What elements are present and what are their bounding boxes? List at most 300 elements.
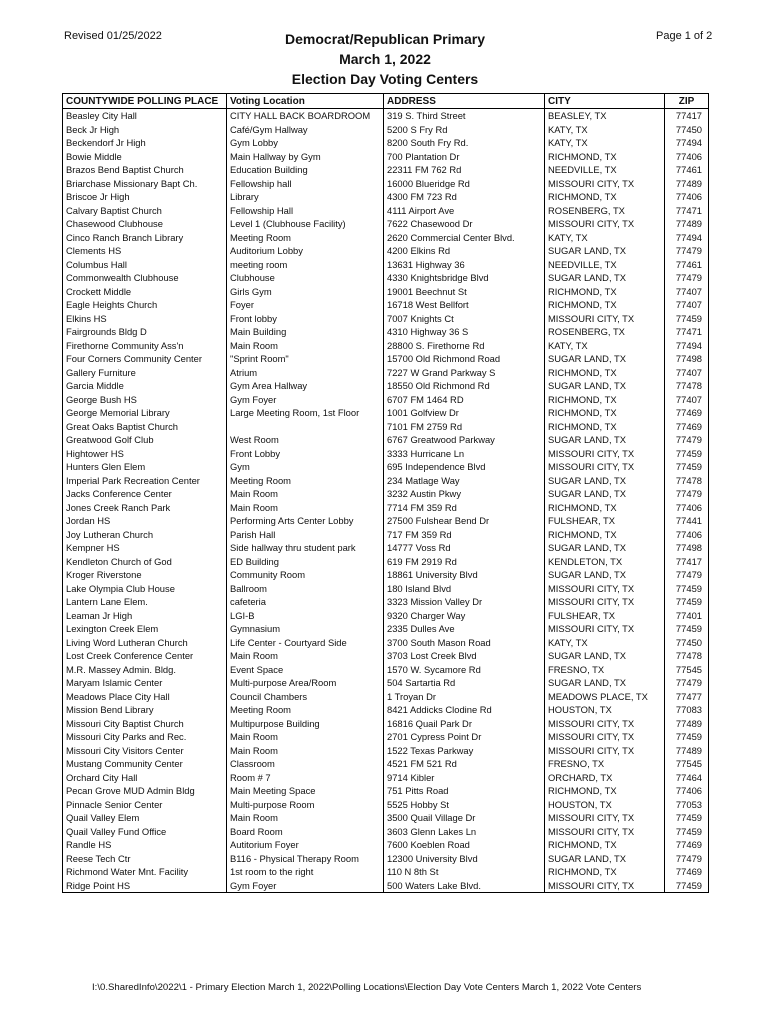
table-row <box>63 163 709 177</box>
city-cell: MISSOURI CITY, TX <box>545 177 665 191</box>
city-cell: MISSOURI CITY, TX <box>545 811 665 825</box>
polling-place-cell: Lake Olympia Club House <box>63 582 227 596</box>
address-cell: 717 FM 359 Rd <box>384 528 545 542</box>
voting-location-cell: Board Room <box>227 825 384 839</box>
table-row <box>63 541 709 555</box>
zip-cell: 77469 <box>665 406 709 420</box>
polling-place-cell: Brazos Bend Baptist Church <box>63 163 227 177</box>
city-cell: SUGAR LAND, TX <box>545 271 665 285</box>
city-cell: BEASLEY, TX <box>545 109 665 123</box>
zip-cell: 77471 <box>665 325 709 339</box>
city-cell: RICHMOND, TX <box>545 838 665 852</box>
polling-place-cell: Clements HS <box>63 244 227 258</box>
zip-cell: 77401 <box>665 609 709 623</box>
zip-cell: 77469 <box>665 838 709 852</box>
voting-location-cell: Classroom <box>227 757 384 771</box>
title-line-3: Election Day Voting Centers <box>291 71 479 87</box>
voting-centers-table <box>62 93 709 893</box>
city-cell: ROSENBERG, TX <box>545 204 665 218</box>
table-row <box>63 838 709 852</box>
voting-location-cell: Fellowship Hall <box>227 204 384 218</box>
table-row <box>63 622 709 636</box>
polling-place-cell: Greatwood Golf Club <box>63 433 227 447</box>
polling-place-cell: Hunters Glen Elem <box>63 460 227 474</box>
polling-place-cell: Kempner HS <box>63 541 227 555</box>
address-cell: 3500 Quail Village Dr <box>384 811 545 825</box>
table-row <box>63 109 709 123</box>
table-row <box>63 325 709 339</box>
zip-cell: 77469 <box>665 420 709 434</box>
polling-place-cell: Lost Creek Conference Center <box>63 649 227 663</box>
polling-place-cell: Briscoe Jr High <box>63 190 227 204</box>
city-cell: FULSHEAR, TX <box>545 609 665 623</box>
voting-location-cell: Gym Foyer <box>227 879 384 893</box>
polling-place-cell: Beck Jr High <box>63 123 227 137</box>
table-row <box>63 676 709 690</box>
address-cell: 6767 Greatwood Parkway <box>384 433 545 447</box>
table-row <box>63 447 709 461</box>
address-cell: 16718 West Bellfort <box>384 298 545 312</box>
city-cell: SUGAR LAND, TX <box>545 433 665 447</box>
polling-place-cell: Meadows Place City Hall <box>63 690 227 704</box>
zip-cell: 77441 <box>665 514 709 528</box>
city-cell: MISSOURI CITY, TX <box>545 595 665 609</box>
zip-cell: 77545 <box>665 663 709 677</box>
zip-cell: 77498 <box>665 352 709 366</box>
zip-cell: 77459 <box>665 447 709 461</box>
address-cell: 1522 Texas Parkway <box>384 744 545 758</box>
table-row <box>63 568 709 582</box>
city-cell: ROSENBERG, TX <box>545 325 665 339</box>
voting-location-cell: Performing Arts Center Lobby <box>227 514 384 528</box>
address-cell: 16816 Quail Park Dr <box>384 717 545 731</box>
polling-place-cell: Pecan Grove MUD Admin Bldg <box>63 784 227 798</box>
table-row <box>63 393 709 407</box>
city-cell: FULSHEAR, TX <box>545 514 665 528</box>
voting-location-cell: Life Center - Courtyard Side <box>227 636 384 650</box>
city-cell: MISSOURI CITY, TX <box>545 879 665 893</box>
address-cell: 8421 Addicks Clodine Rd <box>384 703 545 717</box>
voting-location-cell: Meeting Room <box>227 703 384 717</box>
city-cell: MISSOURI CITY, TX <box>545 460 665 474</box>
address-cell: 4330 Knightsbridge Blvd <box>384 271 545 285</box>
zip-cell: 77459 <box>665 730 709 744</box>
address-cell: 3603 Glenn Lakes Ln <box>384 825 545 839</box>
zip-cell: 77494 <box>665 231 709 245</box>
voting-location-cell: B116 - Physical Therapy Room <box>227 852 384 866</box>
zip-cell: 77478 <box>665 379 709 393</box>
polling-place-cell: Quail Valley Elem <box>63 811 227 825</box>
voting-location-cell: Meeting Room <box>227 231 384 245</box>
voting-location-cell: Main Room <box>227 811 384 825</box>
zip-cell: 77479 <box>665 676 709 690</box>
table-row <box>63 703 709 717</box>
city-cell: SUGAR LAND, TX <box>545 852 665 866</box>
city-cell: MISSOURI CITY, TX <box>545 622 665 636</box>
polling-place-cell: Briarchase Missionary Bapt Ch. <box>63 177 227 191</box>
table-row <box>63 811 709 825</box>
zip-cell: 77450 <box>665 636 709 650</box>
voting-location-cell: Gymnasium <box>227 622 384 636</box>
polling-place-cell: Reese Tech Ctr <box>63 852 227 866</box>
table-row <box>63 636 709 650</box>
table-row <box>63 366 709 380</box>
zip-cell: 77479 <box>665 487 709 501</box>
city-cell: RICHMOND, TX <box>545 501 665 515</box>
table-row <box>63 501 709 515</box>
address-cell: 18550 Old Richmond Rd <box>384 379 545 393</box>
city-cell: SUGAR LAND, TX <box>545 676 665 690</box>
zip-cell: 77545 <box>665 757 709 771</box>
zip-cell: 77053 <box>665 798 709 812</box>
address-cell: 19001 Beechnut St <box>384 285 545 299</box>
address-cell: 700 Plantation Dr <box>384 150 545 164</box>
table-row <box>63 352 709 366</box>
polling-place-cell: George Bush HS <box>63 393 227 407</box>
zip-cell: 77406 <box>665 150 709 164</box>
address-cell: 5200 S Fry Rd <box>384 123 545 137</box>
address-cell: 1001 Golfview Dr <box>384 406 545 420</box>
voting-location-cell: ED Building <box>227 555 384 569</box>
polling-place-cell: Hightower HS <box>63 447 227 461</box>
address-cell: 619 FM 2919 Rd <box>384 555 545 569</box>
voting-location-cell: Girls Gym <box>227 285 384 299</box>
polling-place-cell: Kendleton Church of God <box>63 555 227 569</box>
city-cell: FRESNO, TX <box>545 663 665 677</box>
zip-cell: 77406 <box>665 190 709 204</box>
voting-location-cell: Front Lobby <box>227 447 384 461</box>
city-cell: MEADOWS PLACE, TX <box>545 690 665 704</box>
table-body <box>63 109 709 893</box>
polling-place-cell: Joy Lutheran Church <box>63 528 227 542</box>
city-cell: MISSOURI CITY, TX <box>545 447 665 461</box>
address-cell: 15700 Old Richmond Road <box>384 352 545 366</box>
table-row <box>63 879 709 893</box>
city-cell: MISSOURI CITY, TX <box>545 730 665 744</box>
voting-location-cell: CITY HALL BACK BOARDROOM <box>227 109 384 123</box>
table-row <box>63 298 709 312</box>
address-cell: 28800 S. Firethorne Rd <box>384 339 545 353</box>
voting-location-cell: Large Meeting Room, 1st Floor <box>227 406 384 420</box>
zip-cell: 77478 <box>665 474 709 488</box>
city-cell: KATY, TX <box>545 636 665 650</box>
address-cell: 1 Troyan Dr <box>384 690 545 704</box>
city-cell: SUGAR LAND, TX <box>545 474 665 488</box>
address-cell: 4300 FM 723 Rd <box>384 190 545 204</box>
city-cell: MISSOURI CITY, TX <box>545 312 665 326</box>
polling-place-cell: Missouri City Parks and Rec. <box>63 730 227 744</box>
polling-place-cell: Fairgrounds Bldg D <box>63 325 227 339</box>
zip-cell: 77479 <box>665 271 709 285</box>
city-cell: RICHMOND, TX <box>545 865 665 879</box>
polling-place-cell: Bowie Middle <box>63 150 227 164</box>
address-cell: 9714 Kibler <box>384 771 545 785</box>
voting-location-cell: Event Space <box>227 663 384 677</box>
table-row <box>63 177 709 191</box>
zip-cell: 77406 <box>665 528 709 542</box>
voting-location-cell: Main Room <box>227 649 384 663</box>
voting-location-cell: Auditorium Lobby <box>227 244 384 258</box>
voting-location-cell: Gym <box>227 460 384 474</box>
address-cell: 110 N 8th St <box>384 865 545 879</box>
zip-cell: 77459 <box>665 312 709 326</box>
polling-place-cell: Beasley City Hall <box>63 109 227 123</box>
table-row <box>63 649 709 663</box>
zip-cell: 77459 <box>665 460 709 474</box>
table-row <box>63 123 709 137</box>
zip-cell: 77459 <box>665 582 709 596</box>
polling-place-cell: Garcia Middle <box>63 379 227 393</box>
city-cell: NEEDVILLE, TX <box>545 258 665 272</box>
voting-location-cell: "Sprint Room" <box>227 352 384 366</box>
address-cell: 12300 University Blvd <box>384 852 545 866</box>
table-row <box>63 555 709 569</box>
table-row <box>63 420 709 434</box>
polling-place-cell: Missouri City Baptist Church <box>63 717 227 731</box>
table-row <box>63 690 709 704</box>
zip-cell: 77083 <box>665 703 709 717</box>
voting-location-cell: LGI-B <box>227 609 384 623</box>
table-row <box>63 312 709 326</box>
table-row <box>63 244 709 258</box>
zip-cell: 77498 <box>665 541 709 555</box>
address-cell: 504 Sartartia Rd <box>384 676 545 690</box>
table-row <box>63 865 709 879</box>
table-row <box>63 798 709 812</box>
zip-cell: 77459 <box>665 622 709 636</box>
voting-location-cell: Café/Gym Hallway <box>227 123 384 137</box>
table-row <box>63 190 709 204</box>
polling-place-cell: Jordan HS <box>63 514 227 528</box>
polling-place-cell: M.R. Massey Admin. Bldg. <box>63 663 227 677</box>
voting-location-cell: Main Room <box>227 487 384 501</box>
table-row <box>63 771 709 785</box>
city-cell: KATY, TX <box>545 231 665 245</box>
zip-cell: 77406 <box>665 501 709 515</box>
polling-place-cell: Crockett Middle <box>63 285 227 299</box>
polling-place-cell: Quail Valley Fund Office <box>63 825 227 839</box>
address-cell: 5525 Hobby St <box>384 798 545 812</box>
table-row <box>63 136 709 150</box>
address-cell: 3232 Austin Pkwy <box>384 487 545 501</box>
polling-place-cell: Pinnacle Senior Center <box>63 798 227 812</box>
zip-cell: 77417 <box>665 109 709 123</box>
voting-location-cell <box>227 420 384 434</box>
city-cell: SUGAR LAND, TX <box>545 541 665 555</box>
city-cell: SUGAR LAND, TX <box>545 244 665 258</box>
table-row <box>63 717 709 731</box>
voting-location-cell: Side hallway thru student park <box>227 541 384 555</box>
title-line-1: Democrat/Republican Primary <box>285 31 485 47</box>
address-cell: 27500 Fulshear Bend Dr <box>384 514 545 528</box>
city-cell: MISSOURI CITY, TX <box>545 217 665 231</box>
polling-place-cell: Kroger Riverstone <box>63 568 227 582</box>
table-row <box>63 231 709 245</box>
address-cell: 3700 South Mason Road <box>384 636 545 650</box>
zip-cell: 77459 <box>665 595 709 609</box>
zip-cell: 77407 <box>665 393 709 407</box>
table-row <box>63 487 709 501</box>
voting-location-cell: Main Hallway by Gym <box>227 150 384 164</box>
city-cell: NEEDVILLE, TX <box>545 163 665 177</box>
city-cell: KENDLETON, TX <box>545 555 665 569</box>
zip-cell: 77479 <box>665 852 709 866</box>
address-cell: 13631 Highway 36 <box>384 258 545 272</box>
polling-place-cell: Orchard City Hall <box>63 771 227 785</box>
city-cell: RICHMOND, TX <box>545 393 665 407</box>
table-row <box>63 258 709 272</box>
zip-cell: 77494 <box>665 339 709 353</box>
table-row <box>63 757 709 771</box>
zip-cell: 77407 <box>665 285 709 299</box>
polling-place-cell: George Memorial Library <box>63 406 227 420</box>
voting-location-cell: Multi-purpose Room <box>227 798 384 812</box>
address-cell: 2335 Dulles Ave <box>384 622 545 636</box>
polling-place-cell: Jones Creek Ranch Park <box>63 501 227 515</box>
zip-cell: 77489 <box>665 217 709 231</box>
zip-cell: 77477 <box>665 690 709 704</box>
table-row <box>63 204 709 218</box>
address-cell: 18861 University Blvd <box>384 568 545 582</box>
table-row <box>63 217 709 231</box>
city-cell: HOUSTON, TX <box>545 798 665 812</box>
city-cell: KATY, TX <box>545 136 665 150</box>
table-row <box>63 379 709 393</box>
voting-location-cell: meeting room <box>227 258 384 272</box>
polling-place-cell: Commonwealth Clubhouse <box>63 271 227 285</box>
table-row <box>63 460 709 474</box>
table-row <box>63 406 709 420</box>
table-row <box>63 514 709 528</box>
zip-cell: 77407 <box>665 298 709 312</box>
city-cell: SUGAR LAND, TX <box>545 352 665 366</box>
polling-place-cell: Four Corners Community Center <box>63 352 227 366</box>
address-cell: 9320 Charger Way <box>384 609 545 623</box>
address-cell: 234 Matlage Way <box>384 474 545 488</box>
voting-location-cell: Foyer <box>227 298 384 312</box>
table-row <box>63 595 709 609</box>
polling-place-cell: Living Word Lutheran Church <box>63 636 227 650</box>
zip-cell: 77479 <box>665 568 709 582</box>
city-cell: MISSOURI CITY, TX <box>545 825 665 839</box>
zip-cell: 77469 <box>665 865 709 879</box>
polling-place-cell: Maryam Islamic Center <box>63 676 227 690</box>
address-cell: 751 Pitts Road <box>384 784 545 798</box>
voting-location-cell: Main Room <box>227 339 384 353</box>
zip-cell: 77471 <box>665 204 709 218</box>
voting-location-cell: Ballroom <box>227 582 384 596</box>
city-cell: KATY, TX <box>545 123 665 137</box>
address-cell: 4310 Highway 36 S <box>384 325 545 339</box>
address-cell: 3703 Lost Creek Blvd <box>384 649 545 663</box>
polling-place-cell: Richmond Water Mnt. Facility <box>63 865 227 879</box>
polling-place-cell: Lantern Lane Elem. <box>63 595 227 609</box>
voting-location-cell: Main Building <box>227 325 384 339</box>
address-cell: 7622 Chasewood Dr <box>384 217 545 231</box>
city-cell: SUGAR LAND, TX <box>545 379 665 393</box>
address-cell: 1570 W. Sycamore Rd <box>384 663 545 677</box>
polling-place-cell: Firethorne Community Ass'n <box>63 339 227 353</box>
voting-location-cell: Multi-purpose Area/Room <box>227 676 384 690</box>
city-cell: FRESNO, TX <box>545 757 665 771</box>
polling-place-cell: Beckendorf Jr High <box>63 136 227 150</box>
table-row <box>63 528 709 542</box>
polling-place-cell: Calvary Baptist Church <box>63 204 227 218</box>
table-row <box>63 609 709 623</box>
zip-cell: 77494 <box>665 136 709 150</box>
column-header-voting-location: Voting Location <box>227 94 384 109</box>
voting-location-cell: Clubhouse <box>227 271 384 285</box>
voting-location-cell: Level 1 (Clubhouse Facility) <box>227 217 384 231</box>
address-cell: 4200 Elkins Rd <box>384 244 545 258</box>
table-row <box>63 285 709 299</box>
city-cell: RICHMOND, TX <box>545 150 665 164</box>
zip-cell: 77407 <box>665 366 709 380</box>
city-cell: SUGAR LAND, TX <box>545 568 665 582</box>
zip-cell: 77489 <box>665 177 709 191</box>
address-cell: 3333 Hurricane Ln <box>384 447 545 461</box>
polling-place-cell: Jacks Conference Center <box>63 487 227 501</box>
zip-cell: 77489 <box>665 744 709 758</box>
table-row <box>63 744 709 758</box>
address-cell: 500 Waters Lake Blvd. <box>384 879 545 893</box>
table-row <box>63 582 709 596</box>
address-cell: 695 Independence Blvd <box>384 460 545 474</box>
voting-location-cell: Gym Lobby <box>227 136 384 150</box>
address-cell: 180 Island Blvd <box>384 582 545 596</box>
city-cell: KATY, TX <box>545 339 665 353</box>
zip-cell: 77406 <box>665 784 709 798</box>
table-header-row <box>63 94 709 109</box>
file-path-footer: I:\0.SharedInfo\2022\1 - Primary Election March 1, 2022\Polling Locations\Election Day Vote Centers March 1, 2022 Vote Centers <box>92 982 642 993</box>
polling-place-cell: Leaman Jr High <box>63 609 227 623</box>
address-cell: 7714 FM 359 Rd <box>384 501 545 515</box>
zip-cell: 77479 <box>665 244 709 258</box>
zip-cell: 77459 <box>665 879 709 893</box>
zip-cell: 77459 <box>665 825 709 839</box>
city-cell: MISSOURI CITY, TX <box>545 717 665 731</box>
address-cell: 8200 South Fry Rd. <box>384 136 545 150</box>
address-cell: 7007 Knights Ct <box>384 312 545 326</box>
table-row <box>63 852 709 866</box>
voting-location-cell: Main Room <box>227 501 384 515</box>
table-row <box>63 433 709 447</box>
city-cell: HOUSTON, TX <box>545 703 665 717</box>
zip-cell: 77489 <box>665 717 709 731</box>
city-cell: RICHMOND, TX <box>545 420 665 434</box>
polling-place-cell: Elkins HS <box>63 312 227 326</box>
voting-location-cell: Front lobby <box>227 312 384 326</box>
polling-place-cell: Imperial Park Recreation Center <box>63 474 227 488</box>
voting-location-cell: Gym Foyer <box>227 393 384 407</box>
city-cell: RICHMOND, TX <box>545 190 665 204</box>
city-cell: MISSOURI CITY, TX <box>545 744 665 758</box>
polling-place-cell: Cinco Ranch Branch Library <box>63 231 227 245</box>
polling-place-cell: Mission Bend Library <box>63 703 227 717</box>
city-cell: SUGAR LAND, TX <box>545 649 665 663</box>
city-cell: RICHMOND, TX <box>545 784 665 798</box>
zip-cell: 77461 <box>665 258 709 272</box>
zip-cell: 77459 <box>665 811 709 825</box>
table-row <box>63 825 709 839</box>
address-cell: 14777 Voss Rd <box>384 541 545 555</box>
voting-location-cell: cafeteria <box>227 595 384 609</box>
zip-cell: 77478 <box>665 649 709 663</box>
revised-date: Revised 01/25/2022 <box>64 30 162 42</box>
polling-place-cell: Lexington Creek Elem <box>63 622 227 636</box>
polling-place-cell: Mustang Community Center <box>63 757 227 771</box>
voting-location-cell: Room # 7 <box>227 771 384 785</box>
